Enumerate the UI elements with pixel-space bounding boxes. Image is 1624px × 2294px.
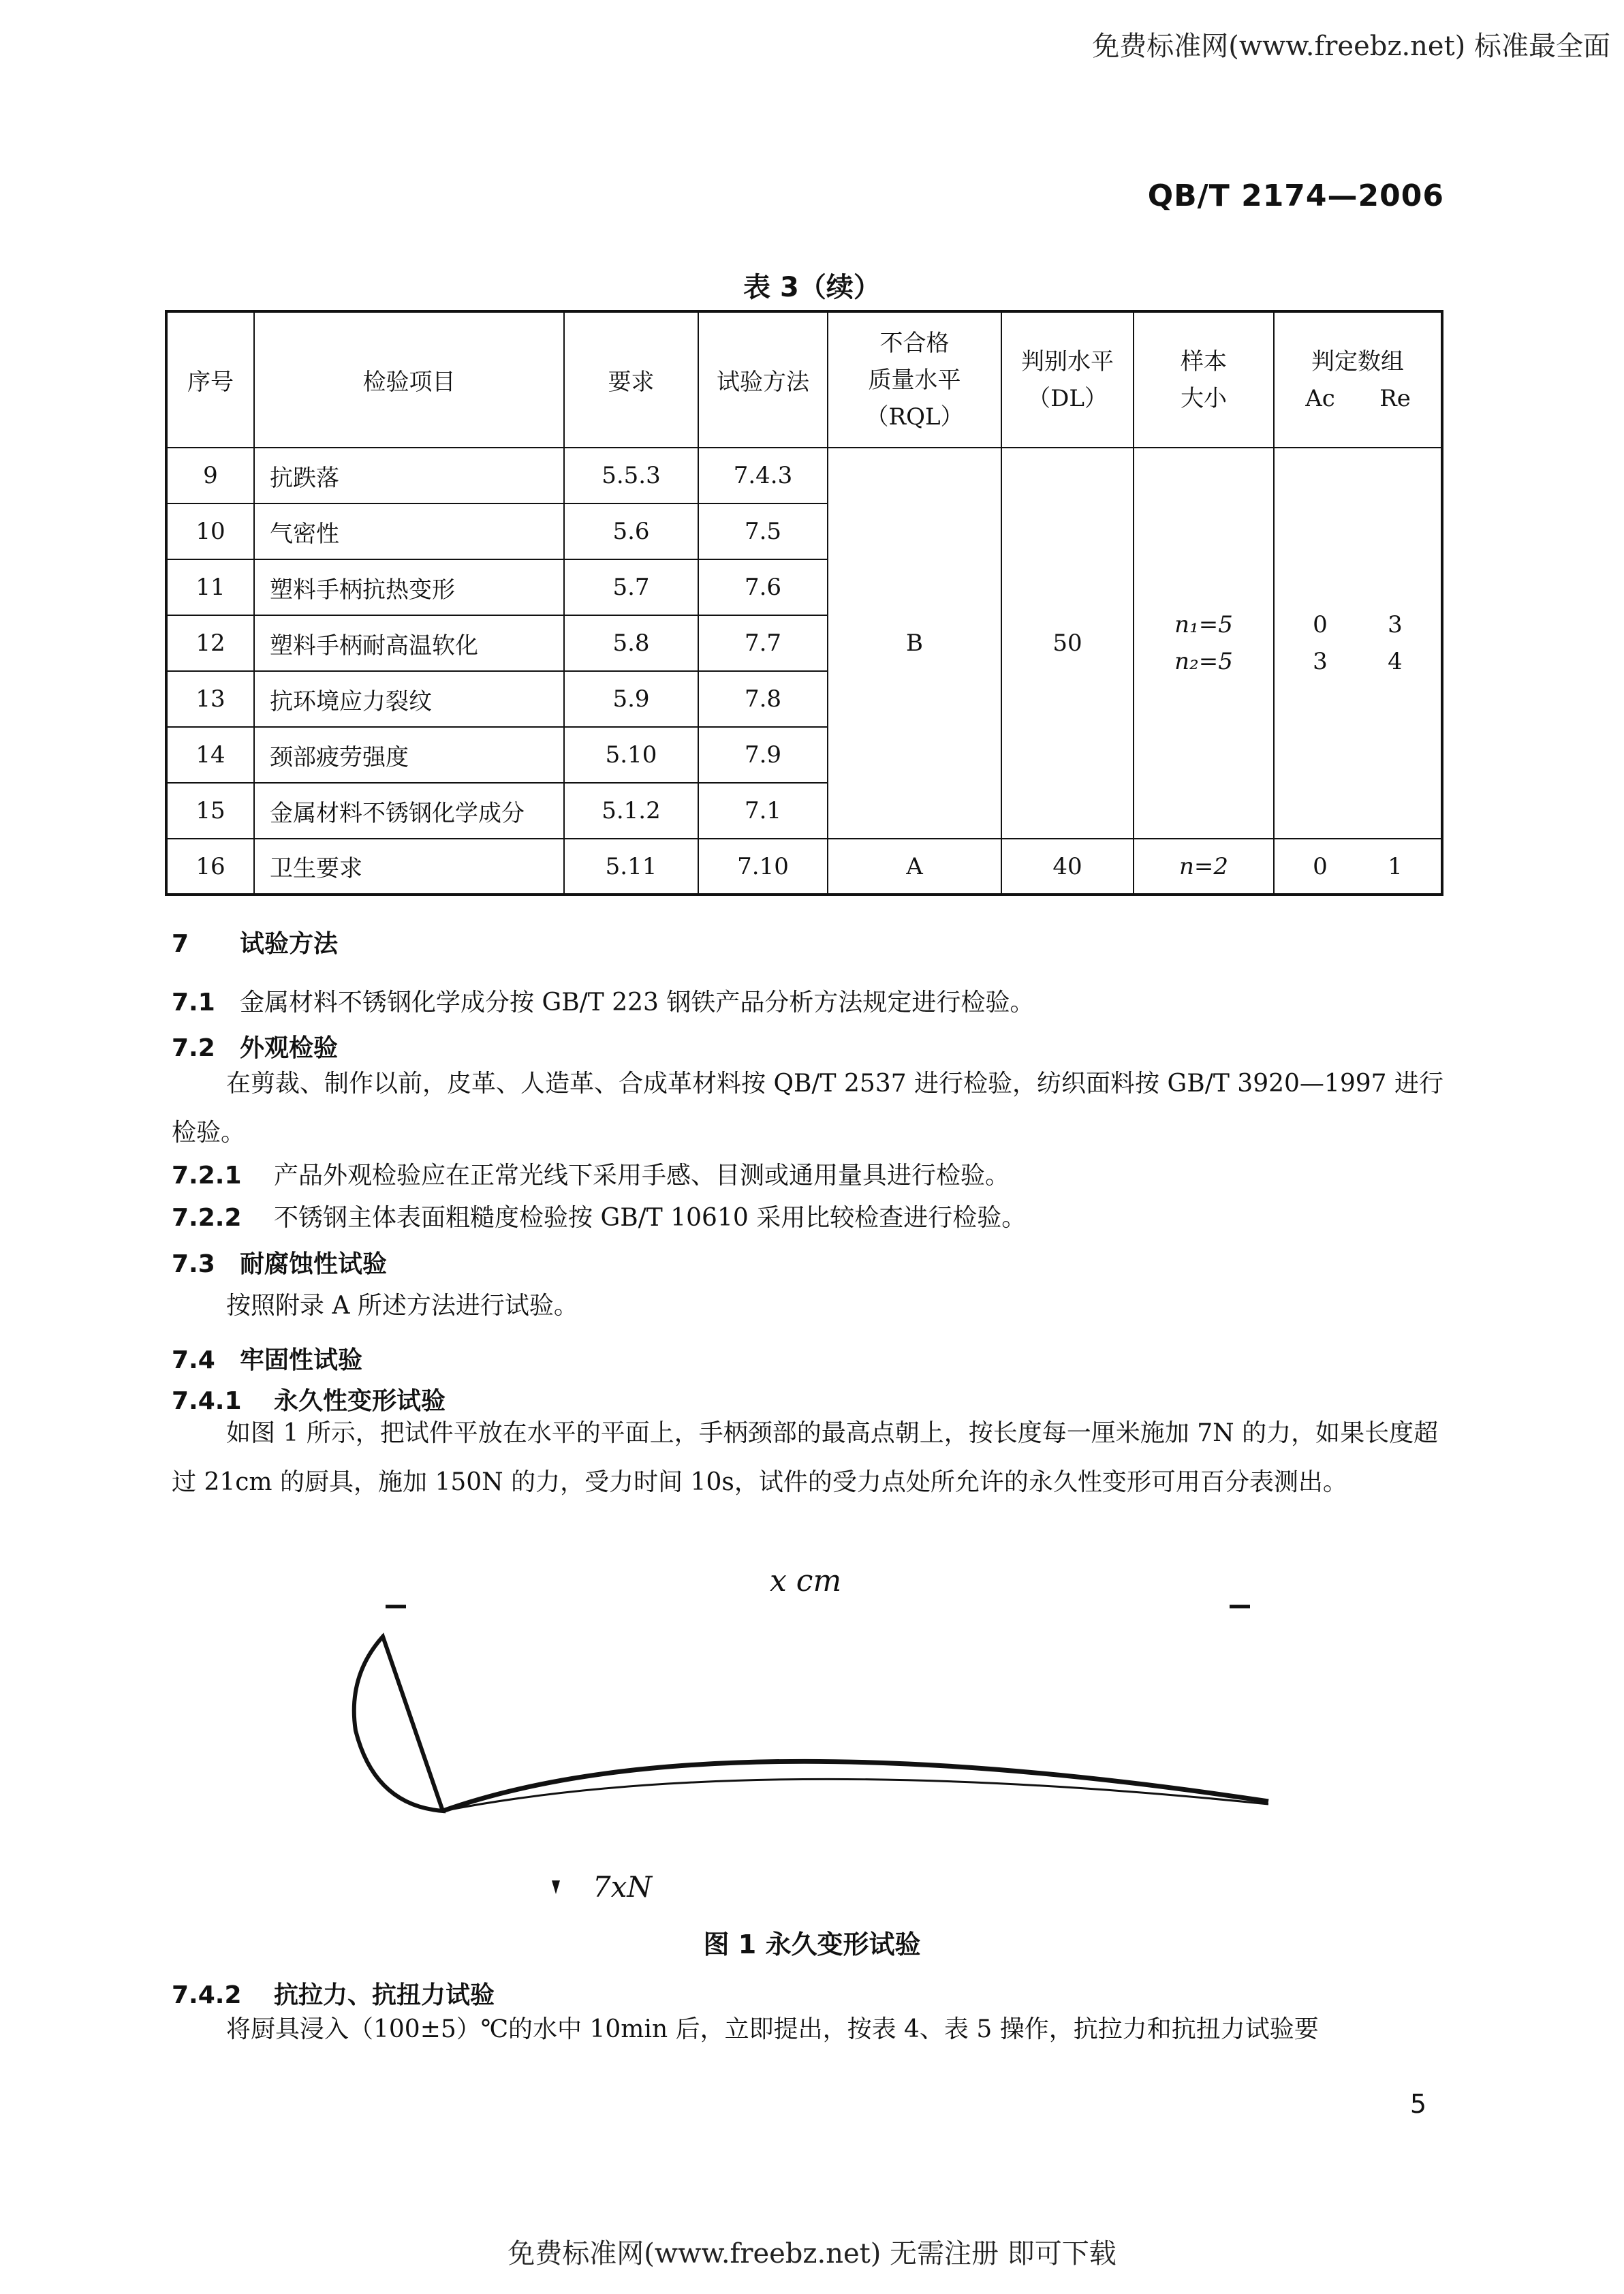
- cell-method: 7.1: [698, 783, 828, 839]
- cell-seq: 12: [166, 615, 254, 671]
- header-judge: 判定数组 Ac Re: [1274, 311, 1442, 448]
- cell-seq: 14: [166, 727, 254, 783]
- header-seq: 序号: [166, 311, 254, 448]
- ladle-bowl: [354, 1637, 443, 1811]
- group-b-judge: 0 3 3 4: [1274, 448, 1442, 839]
- watermark-bottom: 免费标准网(www.freebz.net) 无需注册 即可下载: [507, 2238, 1116, 2269]
- cell-req: 5.6: [564, 503, 698, 559]
- cell-rql: A: [828, 839, 1001, 895]
- cell-method: 7.6: [698, 559, 828, 615]
- cell-item: 颈部疲劳强度: [254, 727, 564, 783]
- figure-caption: 图 1 永久变形试验: [703, 1929, 921, 1959]
- cell-req: 5.1.2: [564, 783, 698, 839]
- cell-seq: 15: [166, 783, 254, 839]
- watermark-top: 免费标准网(www.freebz.net) 标准最全面: [1092, 31, 1610, 62]
- cell-method: 7.5: [698, 503, 828, 559]
- cell-req: 5.10: [564, 727, 698, 783]
- cell-req: 5.7: [564, 559, 698, 615]
- cell-judge: 0 1: [1274, 839, 1442, 895]
- inspection-table: [165, 310, 1443, 896]
- header-method: 试验方法: [698, 311, 828, 448]
- group-b-sample: n₁=5 n₂=5: [1134, 448, 1274, 839]
- cell-method: 7.10: [698, 839, 828, 895]
- group-b-dl: 50: [1001, 448, 1134, 839]
- section-7-4-1-text: 如图 1 所示，把试件平放在水平的平面上，手柄颈部的最高点朝上，按长度每一厘米施加 7N 的力，如果长度超过 21cm 的厨具，施加 150N 的力，受力时间 10s，试件的受力点处所允许的永久性变形可用百分表测出。: [172, 1419, 1439, 1496]
- cell-item: 塑料手柄抗热变形: [254, 559, 564, 615]
- force-arrow-icon: [552, 1880, 560, 1894]
- figure-1-diagram: [327, 1553, 1294, 1908]
- cell-item: 卫生要求: [254, 839, 564, 895]
- section-7-2-1: 7.2.1 产品外观检验应在正常光线下采用手感、目测或通用量具进行检验。: [172, 1162, 1010, 1190]
- standard-number: QB/T 2174—2006: [1147, 179, 1444, 213]
- cell-req: 5.9: [564, 671, 698, 727]
- cell-req: 5.5.3: [564, 448, 698, 503]
- cell-req: 5.8: [564, 615, 698, 671]
- cell-method: 7.4.3: [698, 448, 828, 503]
- group-b-rql: B: [828, 448, 1001, 839]
- section-7-4-1-heading: 7.4.1 永久性变形试验: [172, 1387, 446, 1415]
- section-7-3-heading: 7.3 耐腐蚀性试验: [172, 1250, 388, 1278]
- table-header-row: [166, 311, 1442, 448]
- figure-force-label: 7xN: [593, 1870, 653, 1904]
- section-7-1: 7.1 金属材料不锈钢化学成分按 GB/T 223 钢铁产品分析方法规定进行检验。: [172, 989, 1035, 1017]
- page-number: 5: [1409, 2089, 1426, 2119]
- cell-seq: 10: [166, 503, 254, 559]
- cell-seq: 11: [166, 559, 254, 615]
- section-7-2-text: 在剪裁、制作以前，皮革、人造革、合成革材料按 QB/T 2537 进行检验，纺织面料按 GB/T 3920—1997 进行检验。: [172, 1070, 1443, 1147]
- section-7-3-text: 按照附录 A 所述方法进行试验。: [226, 1292, 578, 1320]
- header-sample: 样本 大小: [1134, 311, 1274, 448]
- cell-item: 金属材料不锈钢化学成分: [254, 783, 564, 839]
- table-title: 表 3（续）: [743, 272, 881, 303]
- table-row: [166, 448, 1442, 503]
- section-7-2-2: 7.2.2 不锈钢主体表面粗糙度检验按 GB/T 10610 采用比较检查进行检验。: [172, 1204, 1027, 1232]
- cell-method: 7.9: [698, 727, 828, 783]
- cell-req: 5.11: [564, 839, 698, 895]
- cell-seq: 9: [166, 448, 254, 503]
- cell-item: 塑料手柄耐高温软化: [254, 615, 564, 671]
- cell-seq: 13: [166, 671, 254, 727]
- header-rql: 不合格 质量水平 （RQL）: [828, 311, 1001, 448]
- section-7-4-heading: 7.4 牢固性试验: [172, 1346, 363, 1374]
- section-7-heading: 7 试验方法: [172, 930, 339, 958]
- table-row: [166, 839, 1442, 895]
- header-dl: 判别水平 （DL）: [1001, 311, 1134, 448]
- section-7-2-heading: 7.2 外观检验: [172, 1034, 339, 1062]
- cell-seq: 16: [166, 839, 254, 895]
- section-7-4-2-text: 将厨具浸入（100±5）℃的水中 10min 后，立即提出，按表 4、表 5 操作，抗拉力和抗扭力试验要: [226, 2015, 1319, 2043]
- ladle-handle: [443, 1761, 1268, 1811]
- cell-sample: n=2: [1134, 839, 1274, 895]
- figure-dim-label: x cm: [770, 1564, 842, 1598]
- cell-item: 气密性: [254, 503, 564, 559]
- cell-method: 7.7: [698, 615, 828, 671]
- section-7-4-2-heading: 7.4.2 抗拉力、抗扭力试验: [172, 1981, 495, 2009]
- header-req: 要求: [564, 311, 698, 448]
- cell-dl: 40: [1001, 839, 1134, 895]
- cell-item: 抗环境应力裂纹: [254, 671, 564, 727]
- header-item: 检验项目: [254, 311, 564, 448]
- cell-item: 抗跌落: [254, 448, 564, 503]
- cell-method: 7.8: [698, 671, 828, 727]
